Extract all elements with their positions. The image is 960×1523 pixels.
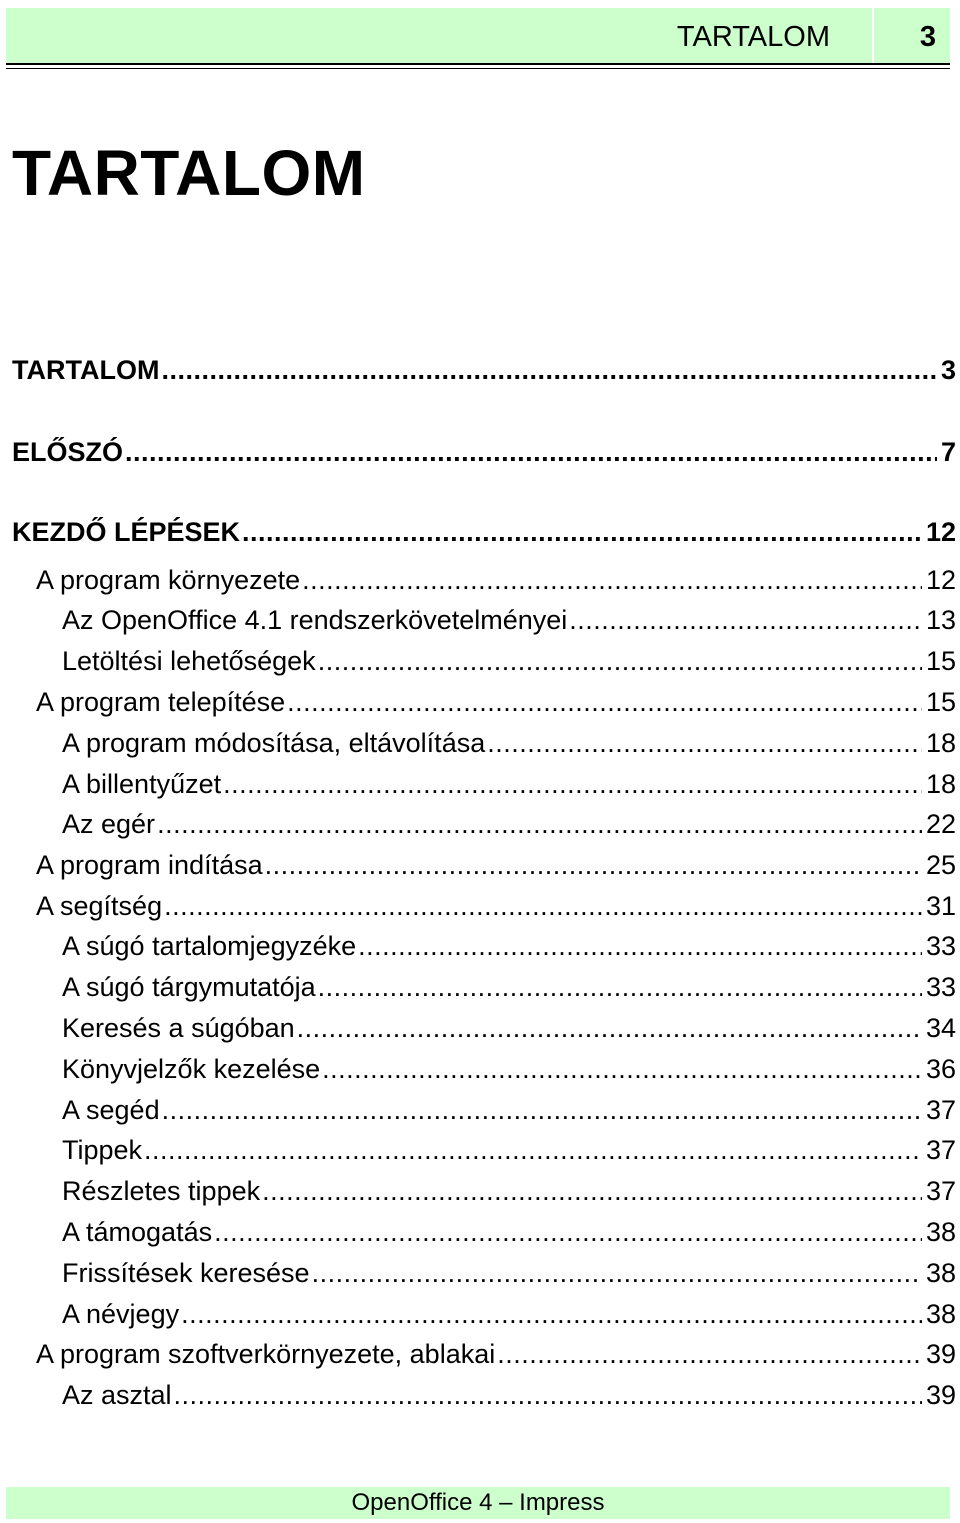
toc-dot-leader bbox=[157, 808, 922, 840]
toc-dot-leader bbox=[262, 1175, 922, 1207]
toc-entry-title: Frissítések keresése bbox=[62, 1258, 310, 1288]
toc-entry-title: TARTALOM bbox=[12, 355, 160, 385]
header-rule-thin bbox=[6, 68, 950, 69]
toc-page-number: 37 bbox=[925, 1176, 956, 1206]
toc-entry[interactable] bbox=[62, 1298, 956, 1330]
toc-entry[interactable] bbox=[36, 1338, 956, 1370]
toc-dot-leader bbox=[214, 1216, 922, 1248]
header-chapter-title: TARTALOM bbox=[676, 21, 830, 53]
toc-page-number: 36 bbox=[925, 1054, 956, 1084]
toc-page-number: 18 bbox=[925, 769, 956, 799]
toc-dot-leader bbox=[358, 930, 922, 962]
toc-dot-leader bbox=[144, 1134, 922, 1166]
toc-page-number: 37 bbox=[925, 1095, 956, 1125]
toc-dot-leader bbox=[302, 564, 922, 596]
toc-dot-leader bbox=[318, 645, 922, 677]
toc-entry[interactable] bbox=[62, 1216, 956, 1248]
toc-page-number: 31 bbox=[925, 891, 956, 921]
toc-entry[interactable] bbox=[62, 1257, 956, 1289]
toc-entry[interactable] bbox=[62, 645, 956, 677]
toc-dot-leader bbox=[497, 1338, 922, 1370]
toc-entry[interactable] bbox=[62, 1379, 956, 1411]
toc-entry[interactable] bbox=[62, 808, 956, 840]
toc-entry[interactable] bbox=[36, 890, 956, 922]
toc-page-number: 38 bbox=[925, 1258, 956, 1288]
toc-page-number: 18 bbox=[925, 728, 956, 758]
toc-entry-title: A program szoftverkörnyezete, ablakai bbox=[36, 1339, 496, 1369]
toc-entry[interactable] bbox=[62, 768, 956, 800]
toc-dot-leader bbox=[242, 516, 922, 548]
toc-entry-title: A névjegy bbox=[62, 1299, 180, 1329]
toc-entry-title: Letöltési lehetőségek bbox=[62, 646, 316, 676]
toc-entry-title: Könyvjelzők kezelése bbox=[62, 1054, 321, 1084]
toc-entry[interactable] bbox=[62, 1134, 956, 1166]
toc-dot-leader bbox=[322, 1053, 922, 1085]
toc-page-number: 12 bbox=[925, 565, 956, 595]
toc-page-number: 25 bbox=[925, 850, 956, 880]
page-footer bbox=[6, 1487, 950, 1519]
toc-dot-leader bbox=[181, 1298, 922, 1330]
page-title: TARTALOM bbox=[12, 137, 366, 209]
toc-dot-leader bbox=[487, 727, 922, 759]
toc-entry[interactable] bbox=[36, 849, 956, 881]
toc-dot-leader bbox=[312, 1257, 922, 1289]
toc-entry-title: A billentyűzet bbox=[62, 769, 222, 799]
toc-entry-title: A súgó tárgymutatója bbox=[62, 972, 316, 1002]
toc-entry-title: Tippek bbox=[62, 1135, 143, 1165]
toc-page-number: 15 bbox=[925, 646, 956, 676]
toc-entry[interactable] bbox=[62, 1175, 956, 1207]
toc-page-number: 38 bbox=[925, 1299, 956, 1329]
toc-page-number: 22 bbox=[925, 809, 956, 839]
toc-page-number: 12 bbox=[925, 517, 956, 547]
toc-entry-title: KEZDŐ LÉPÉSEK bbox=[12, 517, 241, 547]
toc-dot-leader bbox=[223, 768, 922, 800]
toc-dot-leader bbox=[318, 971, 922, 1003]
toc-entry-title: A támogatás bbox=[62, 1217, 213, 1247]
toc-page-number: 39 bbox=[925, 1339, 956, 1369]
toc-entry[interactable] bbox=[36, 564, 956, 596]
page-header bbox=[6, 8, 950, 64]
toc-entry-title: Az OpenOffice 4.1 rendszerkövetelményei bbox=[62, 605, 568, 635]
toc-dot-leader bbox=[287, 686, 922, 718]
toc-entry[interactable] bbox=[62, 930, 956, 962]
toc-dot-leader bbox=[164, 890, 922, 922]
toc-entry[interactable] bbox=[12, 436, 956, 468]
toc-page-number: 39 bbox=[925, 1380, 956, 1410]
toc-entry-title: Az egér bbox=[62, 809, 156, 839]
toc-entry[interactable] bbox=[62, 1053, 956, 1085]
toc-dot-leader bbox=[297, 1012, 922, 1044]
toc-entry-title: A segéd bbox=[62, 1095, 160, 1125]
toc-entry-title: Az asztal bbox=[62, 1380, 172, 1410]
toc-page-number: 33 bbox=[925, 931, 956, 961]
toc-dot-leader bbox=[174, 1379, 922, 1411]
header-divider bbox=[872, 8, 874, 64]
toc-entry-title: A program telepítése bbox=[36, 687, 286, 717]
toc-dot-leader bbox=[125, 436, 937, 468]
toc-dot-leader bbox=[162, 1094, 922, 1126]
toc-entry-title: A súgó tartalomjegyzéke bbox=[62, 931, 357, 961]
toc-page-number: 15 bbox=[925, 687, 956, 717]
toc-entry[interactable] bbox=[62, 604, 956, 636]
toc-entry[interactable] bbox=[62, 971, 956, 1003]
toc-page-number: 38 bbox=[925, 1217, 956, 1247]
toc-entry-title: A program módosítása, eltávolítása bbox=[62, 728, 486, 758]
toc-entry[interactable] bbox=[12, 516, 956, 548]
toc-entry[interactable] bbox=[62, 727, 956, 759]
toc-entry-title: A program indítása bbox=[36, 850, 263, 880]
toc-entry[interactable] bbox=[62, 1094, 956, 1126]
toc-entry-title: A segítség bbox=[36, 891, 163, 921]
toc-page-number: 3 bbox=[940, 355, 956, 385]
toc-entry-title: Részletes tippek bbox=[62, 1176, 261, 1206]
toc-entry-title: A program környezete bbox=[36, 565, 301, 595]
toc-page-number: 13 bbox=[925, 605, 956, 635]
toc-entry[interactable] bbox=[62, 1012, 956, 1044]
toc-page-number: 33 bbox=[925, 972, 956, 1002]
toc-page-number: 37 bbox=[925, 1135, 956, 1165]
toc-entry-title: Keresés a súgóban bbox=[62, 1013, 295, 1043]
toc-entry[interactable] bbox=[36, 686, 956, 718]
toc-dot-leader bbox=[265, 849, 922, 881]
toc-entry[interactable] bbox=[12, 354, 956, 386]
toc-page-number: 7 bbox=[940, 437, 956, 467]
toc-dot-leader bbox=[569, 604, 922, 636]
footer-text: OpenOffice 4 – Impress bbox=[351, 1489, 605, 1516]
toc-page-number: 34 bbox=[925, 1013, 956, 1043]
header-page-number: 3 bbox=[919, 21, 936, 53]
header-rule bbox=[6, 63, 950, 65]
toc-dot-leader bbox=[161, 354, 937, 386]
toc-entry-title: ELŐSZÓ bbox=[12, 437, 124, 467]
